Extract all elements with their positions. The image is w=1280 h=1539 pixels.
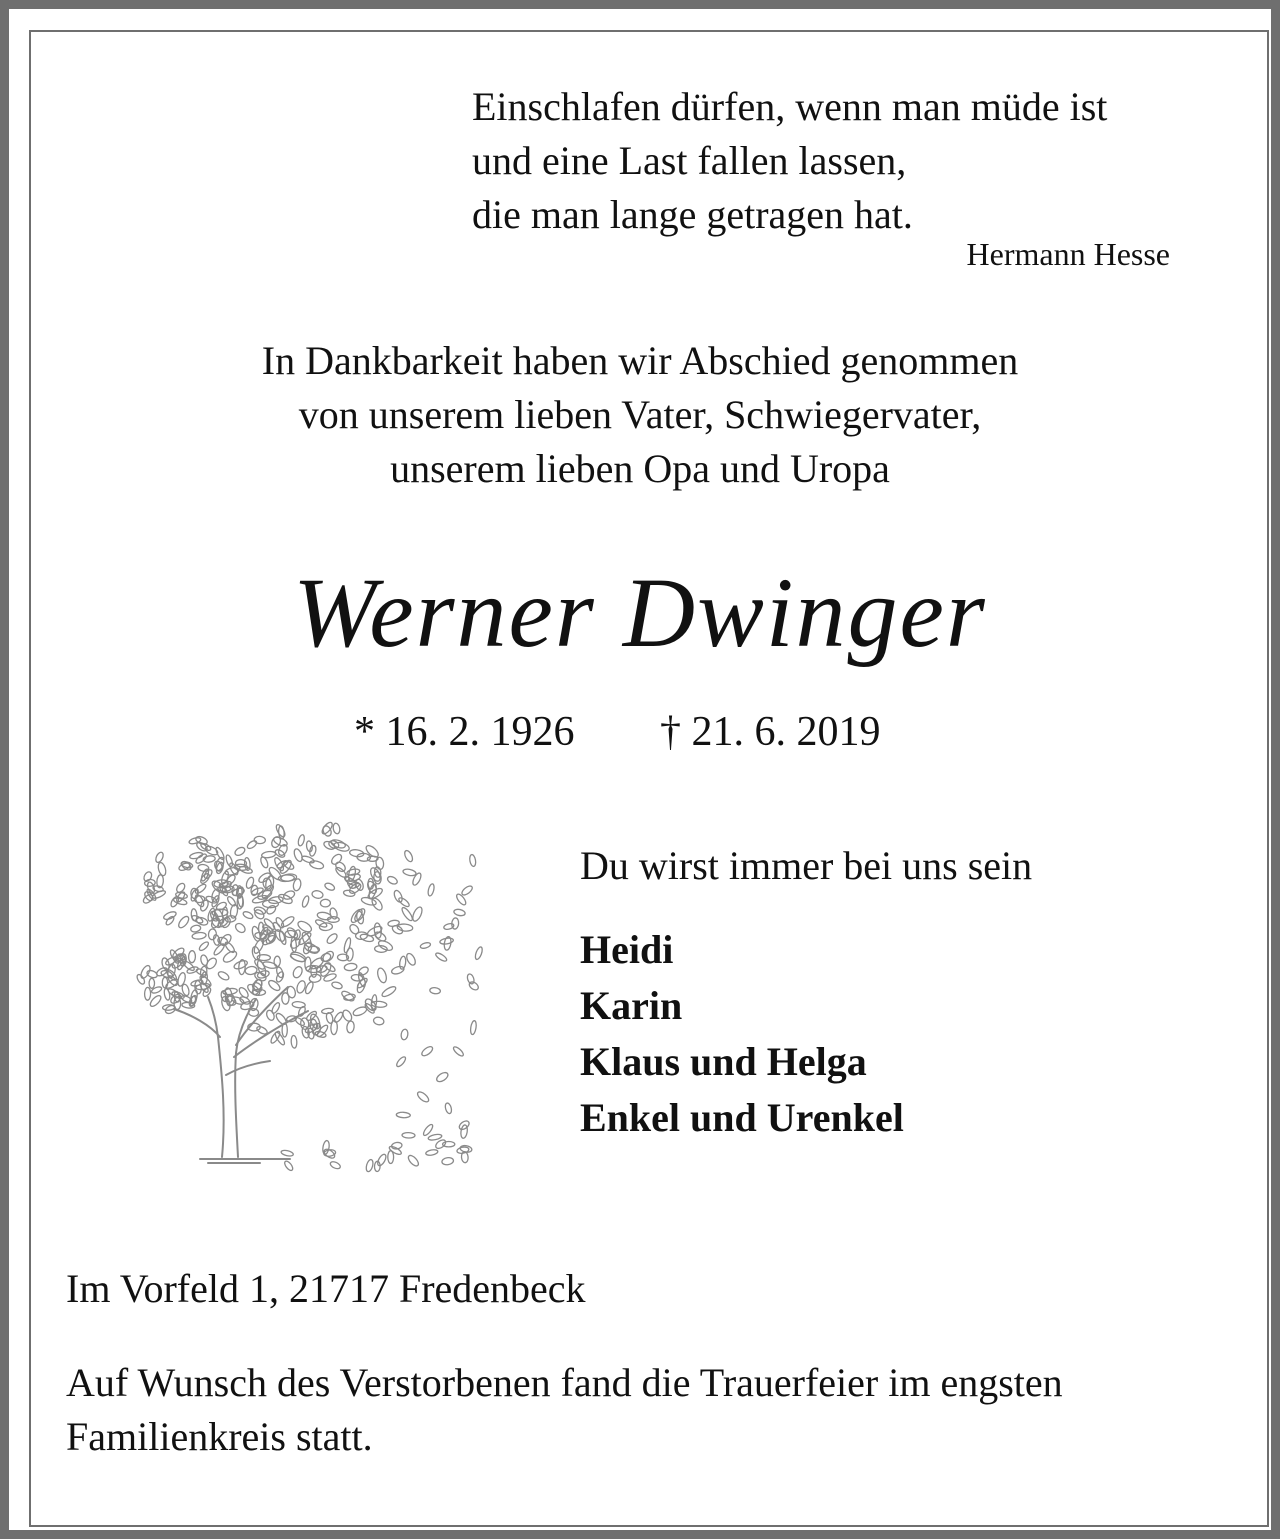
intro-text: [0, 334, 1280, 496]
quote-line-1: Einschlafen dürfen, wenn man müde ist: [472, 84, 1108, 129]
notice-line-2: Familienkreis statt.: [66, 1414, 373, 1459]
notice-line-1: Auf Wunsch des Verstorbenen fand die Trauerfeier im engsten: [66, 1360, 1063, 1405]
quote-author: Hermann Hesse: [966, 236, 1170, 272]
birth-date: * 16. 2. 1926: [354, 709, 575, 755]
motto: Du wirst immer bei uns sein: [580, 843, 1033, 888]
death-date: † 21. 6. 2019: [660, 709, 881, 755]
intro-line-2: von unserem lieben Vater, Schwiegervater,: [298, 392, 982, 437]
mourner: Enkel und Urenkel: [580, 1095, 904, 1140]
mourners-list: [580, 922, 904, 1146]
funeral-notice: [66, 1356, 1063, 1464]
address: Im Vorfeld 1, 21717 Fredenbeck: [66, 1266, 586, 1311]
mourner: Heidi: [580, 927, 674, 972]
quote-line-2: und eine Last fallen lassen,: [472, 138, 907, 183]
windblown-tree-icon: [130, 775, 490, 1175]
quote-line-3: die man lange getragen hat.: [472, 192, 913, 237]
deceased-name: Werner Dwinger: [293, 557, 987, 668]
intro-line-1: In Dankbarkeit haben wir Abschied genommen: [261, 338, 1019, 383]
intro-line-3: unserem lieben Opa und Uropa: [390, 446, 890, 491]
mourner: Klaus und Helga: [580, 1039, 867, 1084]
mourner: Karin: [580, 983, 683, 1028]
